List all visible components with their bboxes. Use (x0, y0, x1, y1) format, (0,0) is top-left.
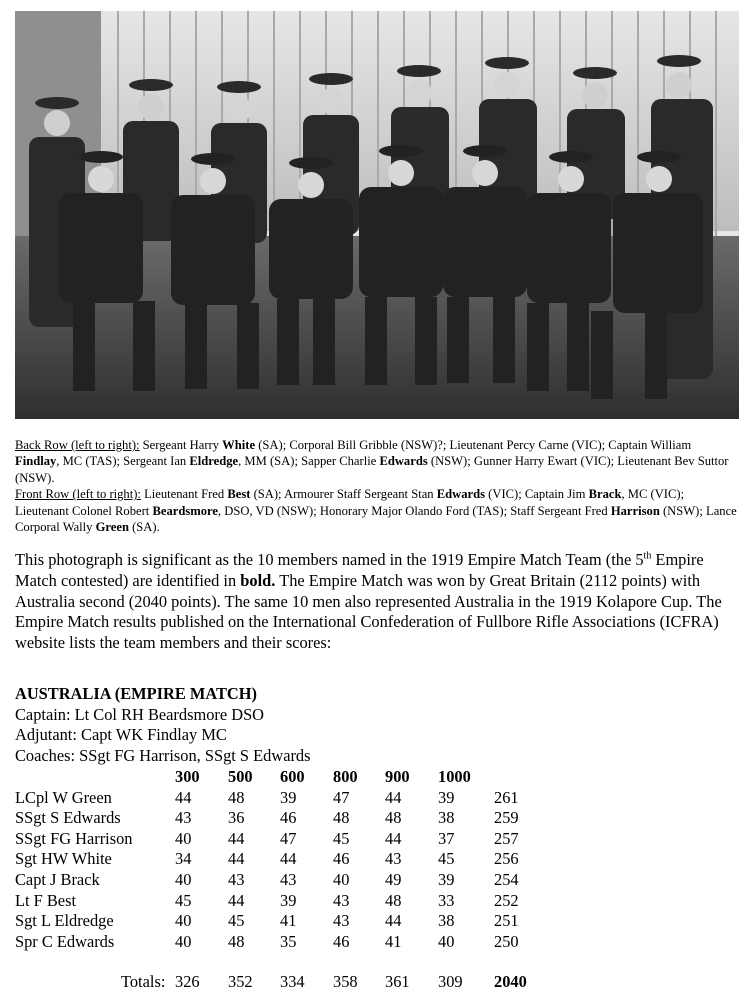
team-member-name: Beardsmore (152, 503, 218, 518)
score-cell: 39 (438, 869, 455, 889)
score-cell: 44 (385, 911, 402, 931)
score-cell: 48 (385, 808, 402, 828)
range-header: 300 (175, 767, 200, 786)
score-cell: 44 (228, 828, 245, 848)
shooter-name: Sgt HW White (15, 849, 112, 869)
row-total: 259 (494, 808, 519, 828)
team-member-name: Edwards (379, 454, 428, 469)
score-cell: 43 (333, 911, 350, 931)
shooter-name: Capt J Brack (15, 869, 100, 889)
row-total: 261 (494, 787, 519, 807)
shooter-name: Sgt L Eldredge (15, 911, 114, 931)
team-member-name: Harrison (610, 503, 660, 518)
score-cell: 49 (385, 869, 402, 889)
score-cell: 43 (228, 869, 245, 889)
score-cell: 46 (333, 931, 350, 951)
score-cell: 40 (438, 931, 455, 951)
score-cell: 43 (280, 869, 297, 889)
row-total: 252 (494, 890, 519, 910)
caption-text: Lieutenant Fred (140, 487, 228, 502)
caption-text: , DSO, VD (NSW); Honorary Major Olando Ford (TAS); Staff Sergeant Fred (217, 503, 611, 518)
caption-text: Sergeant Harry (139, 438, 223, 452)
score-cell: 41 (385, 931, 402, 951)
shooter-name: Spr C Edwards (15, 931, 115, 951)
team-captain: Captain: Lt Col RH Beardsmore DSO (15, 704, 265, 724)
total-cell: 358 (333, 972, 358, 992)
row-total: 251 (494, 911, 519, 931)
score-cell: 46 (333, 849, 350, 869)
team-member-name: Green (95, 520, 129, 535)
row-total: 250 (494, 931, 519, 951)
back-row-caption (15, 437, 737, 486)
score-cell: 44 (280, 849, 297, 869)
score-cell: 48 (333, 808, 350, 828)
score-cell: 39 (280, 890, 297, 910)
score-cell: 39 (438, 787, 455, 807)
total-cell: 334 (280, 972, 305, 992)
score-cell: 38 (438, 808, 455, 828)
significance-paragraph: This photograph is significant as the 10 members named in the 1919 Empire Match Team (the 5th Empire Match contested) are identified in bold. The Empire Match was won by Great Britain (2112 points) with Australia second (2040 points). The same 10 men also represented Australia in the 1919 Kolapore Cup. The Empire Match results published on the International Confederation of Fullbore Rifle Associations (ICFRA) website lists the team members and their scores: (15, 550, 722, 653)
range-header: 500 (228, 767, 253, 786)
score-cell: 36 (228, 808, 245, 828)
total-cell: 309 (438, 972, 463, 992)
shooter-name: SSgt FG Harrison (15, 828, 133, 848)
team-title: AUSTRALIA (EMPIRE MATCH) (15, 684, 257, 703)
score-cell: 45 (228, 911, 245, 931)
team-coaches: Coaches: SSgt FG Harrison, SSgt S Edwards (15, 745, 311, 765)
row-total: 254 (494, 869, 519, 889)
caption-text: (SA); Armourer Staff Sergeant Stan (250, 487, 437, 502)
caption-text: (NSW); Lance Corporal Wally (15, 503, 737, 535)
front-row-label: Front Row (left to right): (15, 487, 141, 502)
score-cell: 35 (280, 931, 297, 951)
back-row-label: Back Row (left to right): (15, 438, 140, 452)
score-cell: 40 (175, 869, 192, 889)
caption-text: (VIC); Captain Jim (485, 487, 589, 502)
score-cell: 47 (333, 787, 350, 807)
score-cell: 40 (333, 869, 350, 889)
score-cell: 48 (228, 931, 245, 951)
score-cell: 41 (280, 911, 297, 931)
front-row-caption (15, 486, 737, 535)
score-cell: 43 (333, 890, 350, 910)
score-cell: 44 (385, 787, 402, 807)
total-cell: 352 (228, 972, 253, 992)
score-cell: 48 (385, 890, 402, 910)
total-cell: 361 (385, 972, 410, 992)
team-member-name: Eldredge (189, 454, 239, 469)
score-cell: 44 (175, 787, 192, 807)
shooter-name: SSgt S Edwards (15, 808, 121, 828)
caption-text: (SA); Corporal Bill Gribble (NSW)?; Lieutenant Percy Carne (VIC); Captain William (255, 438, 692, 452)
shooter-name: Lt F Best (15, 890, 77, 910)
score-cell: 40 (175, 911, 192, 931)
score-cell: 46 (280, 808, 297, 828)
totals-label: Totals: (121, 972, 166, 992)
range-header: 800 (333, 767, 358, 786)
score-cell: 44 (385, 828, 402, 848)
score-cell: 43 (175, 808, 192, 828)
caption-text: (NSW); Gunner Harry Ewart (VIC); Lieutenant Bev Suttor (NSW). (15, 454, 729, 485)
team-info (15, 684, 737, 766)
range-header: 900 (385, 767, 410, 786)
team-member-name: White (222, 438, 256, 452)
caption-text: , MC (VIC); Lieutenant Colonel Robert (15, 487, 685, 518)
score-cell: 45 (333, 828, 350, 848)
team-member-name: Edwards (436, 487, 486, 502)
score-cell: 43 (385, 849, 402, 869)
caption-text: , MM (SA); Sapper Charlie (238, 454, 380, 469)
score-cell: 33 (438, 890, 455, 910)
score-cell: 38 (438, 911, 455, 931)
team-member-name: Findlay (15, 454, 57, 469)
grand-total: 2040 (494, 972, 527, 992)
shooter-name: LCpl W Green (15, 787, 112, 807)
team-member-name: Brack (588, 487, 622, 502)
total-cell: 326 (175, 972, 200, 992)
score-cell: 37 (438, 828, 455, 848)
caption-text: (SA). (128, 520, 160, 535)
score-cell: 48 (228, 787, 245, 807)
group-photo-illustration (15, 11, 739, 419)
team-adjutant: Adjutant: Capt WK Findlay MC (15, 725, 227, 744)
score-cell: 39 (280, 787, 297, 807)
score-cell: 34 (175, 849, 192, 869)
photo-caption (15, 437, 737, 535)
score-cell: 47 (280, 828, 297, 848)
score-cell: 45 (438, 849, 455, 869)
range-header: 600 (280, 767, 305, 786)
score-cell: 44 (228, 890, 245, 910)
row-total: 257 (494, 828, 519, 848)
team-photo (15, 11, 739, 419)
caption-text: , MC (TAS); Sergeant Ian (56, 454, 190, 469)
score-cell: 40 (175, 828, 192, 848)
range-header: 1000 (438, 767, 471, 786)
row-total: 256 (494, 849, 519, 869)
score-cell: 44 (228, 849, 245, 869)
score-cell: 40 (175, 931, 192, 951)
team-member-name: Best (227, 487, 251, 502)
score-cell: 45 (175, 890, 192, 910)
